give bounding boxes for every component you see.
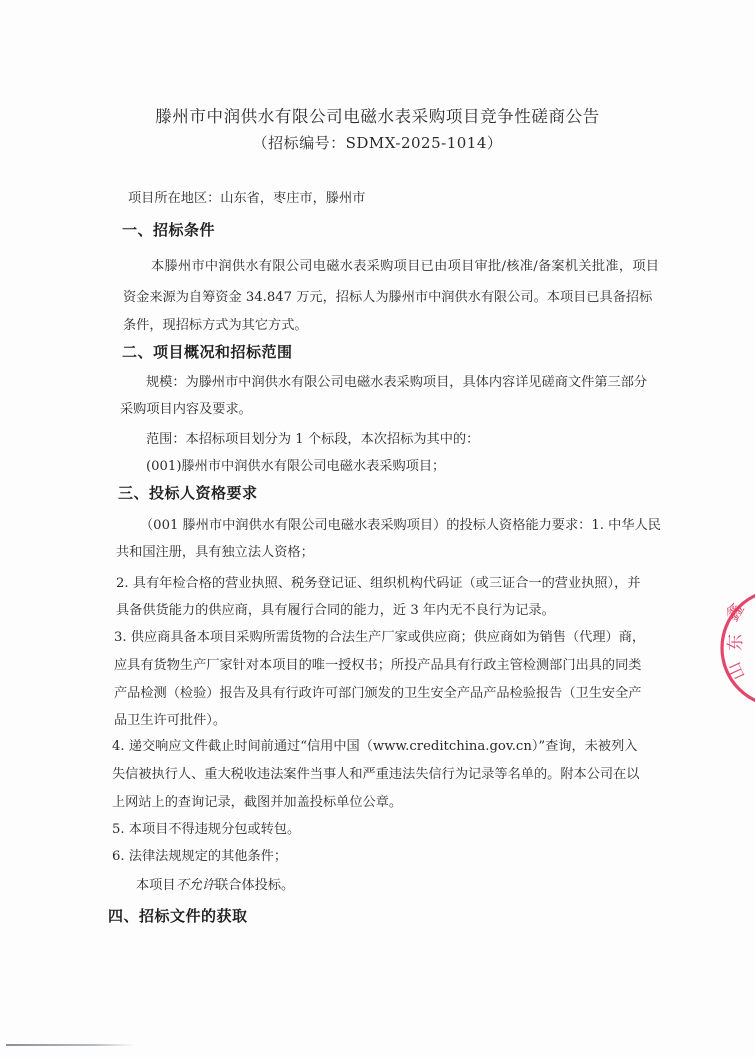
section-3-line-3: 2. 具有年检合格的营业执照、税务登记证、组织机构代码证（或三证合一的营业执照），并: [116, 576, 641, 591]
section-3-line-12: 5. 本项目不得违规分包或转包。: [112, 822, 301, 837]
section-1-line-2: 资金来源为自筹资金 34.847 万元，招标人为滕州市中润供水有限公司。本项目已具备招标: [123, 290, 653, 305]
scan-artifact-line: [6, 1044, 134, 1046]
section-3-line-8: 品卫生许可批件）。: [114, 713, 227, 728]
section-3-line-6: 应具有货物生产厂家针对本项目的唯一授权书；所投产品具有行政主管检测部门出具的同类: [114, 658, 642, 673]
joint-bid-suffix: 联合体投标。: [215, 878, 295, 893]
section-3-line-11: 上网站上的查询记录，截图并加盖投标单位公章。: [112, 795, 403, 810]
joint-bid-prefix: 本项目: [136, 878, 176, 893]
section-1-line-1: 本滕州市中润供水有限公司电磁水表采购项目已由项目审批/核准/备案机关批准，项目: [151, 259, 659, 274]
section-3-line-2: 共和国注册，具有独立法人资格；: [116, 545, 314, 560]
section-2-line-3: 范围：本招标项目划分为 1 个标段，本次招标为其中的：: [146, 432, 480, 447]
section-heading-2: 二、项目概况和招标范围: [122, 343, 293, 361]
section-3-line-1: （001 滕州市中润供水有限公司电磁水表采购项目）的投标人资格能力要求：1. 中华人民: [140, 518, 661, 533]
project-location: 项目所在地区：山东省，枣庄市，滕州市: [128, 191, 366, 206]
section-3-line-5: 3. 供应商具备本项目采购所需货物的合法生产厂家或供应商；供应商如为销售（代理）商，: [114, 630, 646, 645]
section-3-line-13: 6. 法律法规规定的其他条件；: [112, 849, 288, 864]
joint-bid-not-allowed: 不允许: [175, 878, 216, 893]
section-3-line-7: 产品检测（检验）报告及具有行政许可部门颁发的卫生安全产品产品检验报告（卫生安全产: [114, 686, 642, 701]
svg-text:山: 山: [724, 658, 750, 683]
section-1-line-3: 条件，现招标方式为其它方式。: [123, 318, 308, 333]
section-heading-4: 四、招标文件的获取: [108, 907, 248, 925]
section-3-line-10: 失信被执行人、重大税收违法案件当事人和严重违法失信行为记录等名单的。附本公司在以: [112, 767, 640, 782]
section-heading-3: 三、投标人资格要求: [118, 484, 258, 502]
joint-bid-statement: [136, 876, 294, 896]
section-2-line-1: 规模：为滕州市中润供水有限公司电磁水表采购项目，具体内容详见磋商文件第三部分: [146, 375, 648, 390]
svg-text:东: 东: [726, 634, 746, 651]
section-2-line-4: (001)滕州市中润供水有限公司电磁水表采购项目；: [146, 459, 446, 474]
section-2-line-2: 采购项目内容及要求。: [120, 402, 252, 417]
section-3-line-4: 具备供货能力的供应商，具有履行合同的能力，近 3 年内无不良行为记录。: [116, 603, 555, 618]
tender-number: （招标编号：SDMX-2025-1014）: [252, 134, 503, 152]
company-seal-stamp-icon: [718, 588, 755, 708]
document-title: 滕州市中润供水有限公司电磁水表采购项目竞争性磋商公告: [155, 107, 600, 126]
section-3-line-9: 4. 递交响应文件截止时间前通过“信用中国（www.creditchina.gov.cn）”查询，未被列入: [112, 739, 638, 754]
section-heading-1: 一、招标条件: [122, 221, 216, 239]
svg-text:鑫: 鑫: [722, 600, 749, 625]
